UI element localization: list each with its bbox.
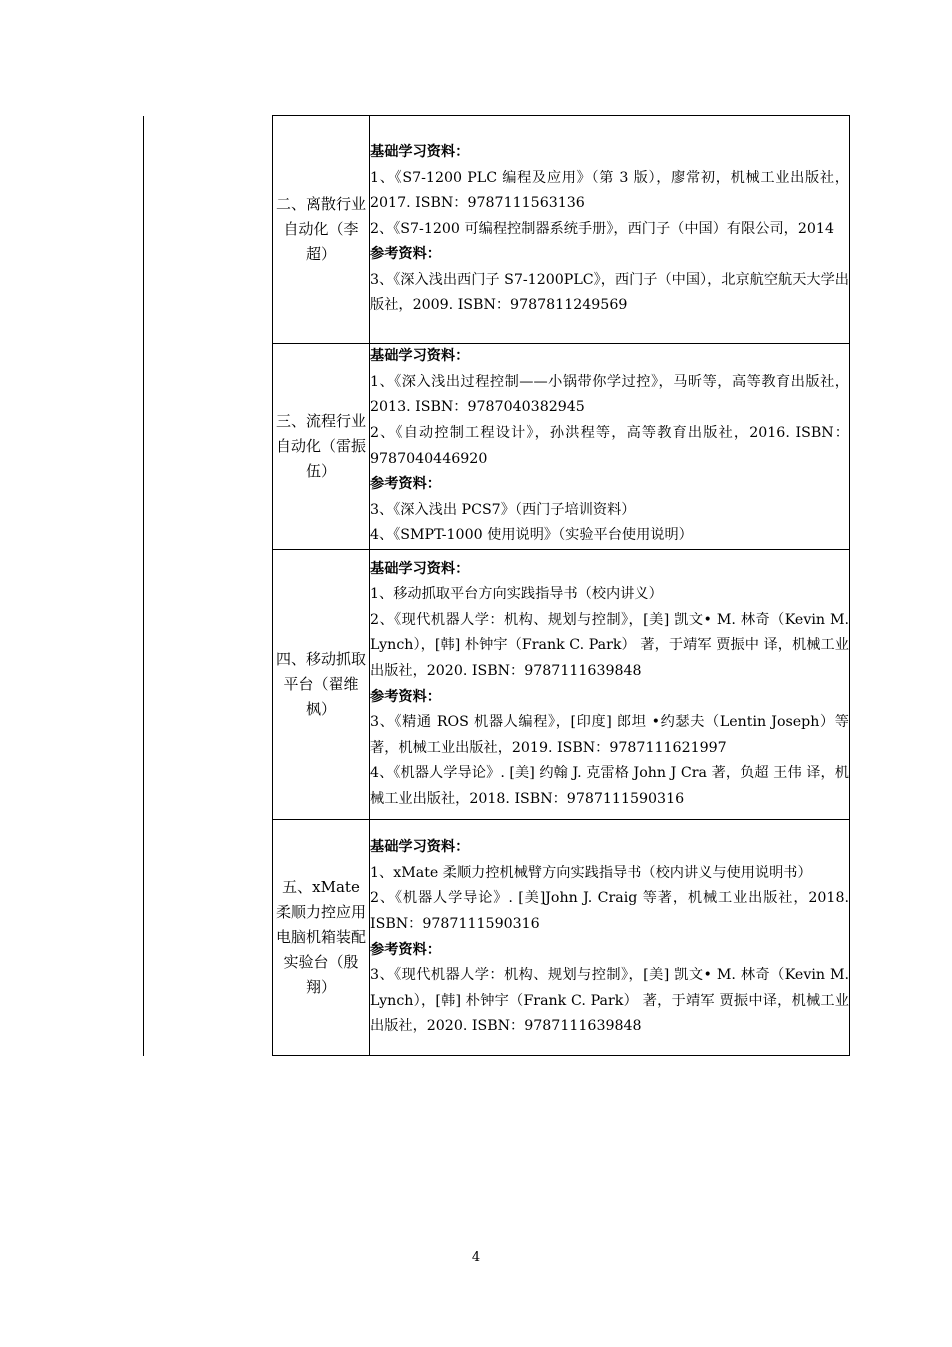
topic-cell: 四、移动抓取平台（翟维枫） (273, 550, 370, 820)
table-row (273, 344, 850, 550)
reference-item: 1、《S7-1200 PLC 编程及应用》（第 3 版），廖常初，机械工业出版社，2017. ISBN：9787111563136 (370, 169, 849, 212)
reference-item: 3、《深入浅出 PCS7》（西门子培训资料） (370, 501, 636, 518)
materials-cell (370, 550, 850, 820)
left-margin-rule (143, 116, 144, 1056)
reference-item: 4、《机器人学导论》. [美] 约翰 J. 克雷格 John J Cra 著，负超 王伟 译，机械工业出版社，2018. ISBN：9787111590316 (370, 765, 849, 807)
reference-materials-heading: 参考资料： (370, 476, 441, 493)
reference-item: 2、《机器人学导论》. [美]John J. Craig 等著，机械工业出版社，2018. ISBN：9787111590316 (370, 890, 849, 932)
basic-materials-heading: 基础学习资料： (370, 839, 470, 856)
reference-item: 2、《自动控制工程设计》，孙洪程等，高等教育出版社，2016. ISBN：9787040446920 (370, 424, 849, 467)
materials-cell (370, 116, 850, 344)
reference-item: 1、xMate 柔顺力控机械臂方向实践指导书（校内讲义与使用说明书） (370, 864, 812, 881)
reference-item: 1、《深入浅出过程控制——小锅带你学过控》，马昕等，高等教育出版社，2013. ISBN：9787040382945 (370, 373, 849, 416)
reference-item: 4、《SMPT-1000 使用说明》（实验平台使用说明） (370, 527, 693, 544)
basic-materials-heading: 基础学习资料： (370, 143, 470, 160)
table-row (273, 550, 850, 820)
course-materials-table (272, 115, 850, 1056)
reference-item: 3、《现代机器人学：机构、规划与控制》，[美] 凯文• M. 林奇（Kevin M. Lynch），[韩] 朴钟宇（Frank C. Park） 著，于靖军 贾振中译，机械工业出版社，2020. ISBN：9787111639848 (370, 967, 849, 1035)
reference-item: 3、《深入浅出西门子 S7-1200PLC》，西门子（中国），北京航空航天大学出版社，2009. ISBN：9787811249569 (370, 271, 849, 314)
topic-cell: 二、离散行业自动化（李超） (273, 116, 370, 344)
table-row (273, 820, 850, 1056)
reference-materials-heading: 参考资料： (370, 941, 441, 958)
reference-item: 3、《精通 ROS 机器人编程》，[印度] 郎坦 •约瑟夫（Lentin Joseph）等著，机械工业出版社，2019. ISBN：9787111621997 (370, 714, 849, 756)
materials-cell (370, 344, 850, 550)
topic-cell: 五、xMate 柔顺力控应用电脑机箱装配实验台（殷翔） (273, 820, 370, 1056)
page-number: 4 (471, 1250, 481, 1265)
reference-materials-heading: 参考资料： (370, 688, 441, 705)
topic-cell: 三、流程行业自动化（雷振伍） (273, 344, 370, 550)
reference-item: 2、《S7-1200 可编程控制器系统手册》，西门子（中国）有限公司，2014 (370, 220, 834, 237)
materials-cell (370, 820, 850, 1056)
basic-materials-heading: 基础学习资料： (370, 348, 470, 365)
basic-materials-heading: 基础学习资料： (370, 560, 470, 577)
table-row (273, 116, 850, 344)
reference-item: 2、《现代机器人学：机构、规划与控制》，[美] 凯文• M. 林奇（Kevin M. Lynch），[韩] 朴钟宇（Frank C. Park） 著，于靖军 贾振中 译，机械工业出版社，2020. ISBN：9787111639848 (370, 611, 849, 679)
reference-item: 1、移动抓取平台方向实践指导书（校内讲义） (370, 586, 663, 603)
reference-materials-heading: 参考资料： (370, 246, 441, 263)
